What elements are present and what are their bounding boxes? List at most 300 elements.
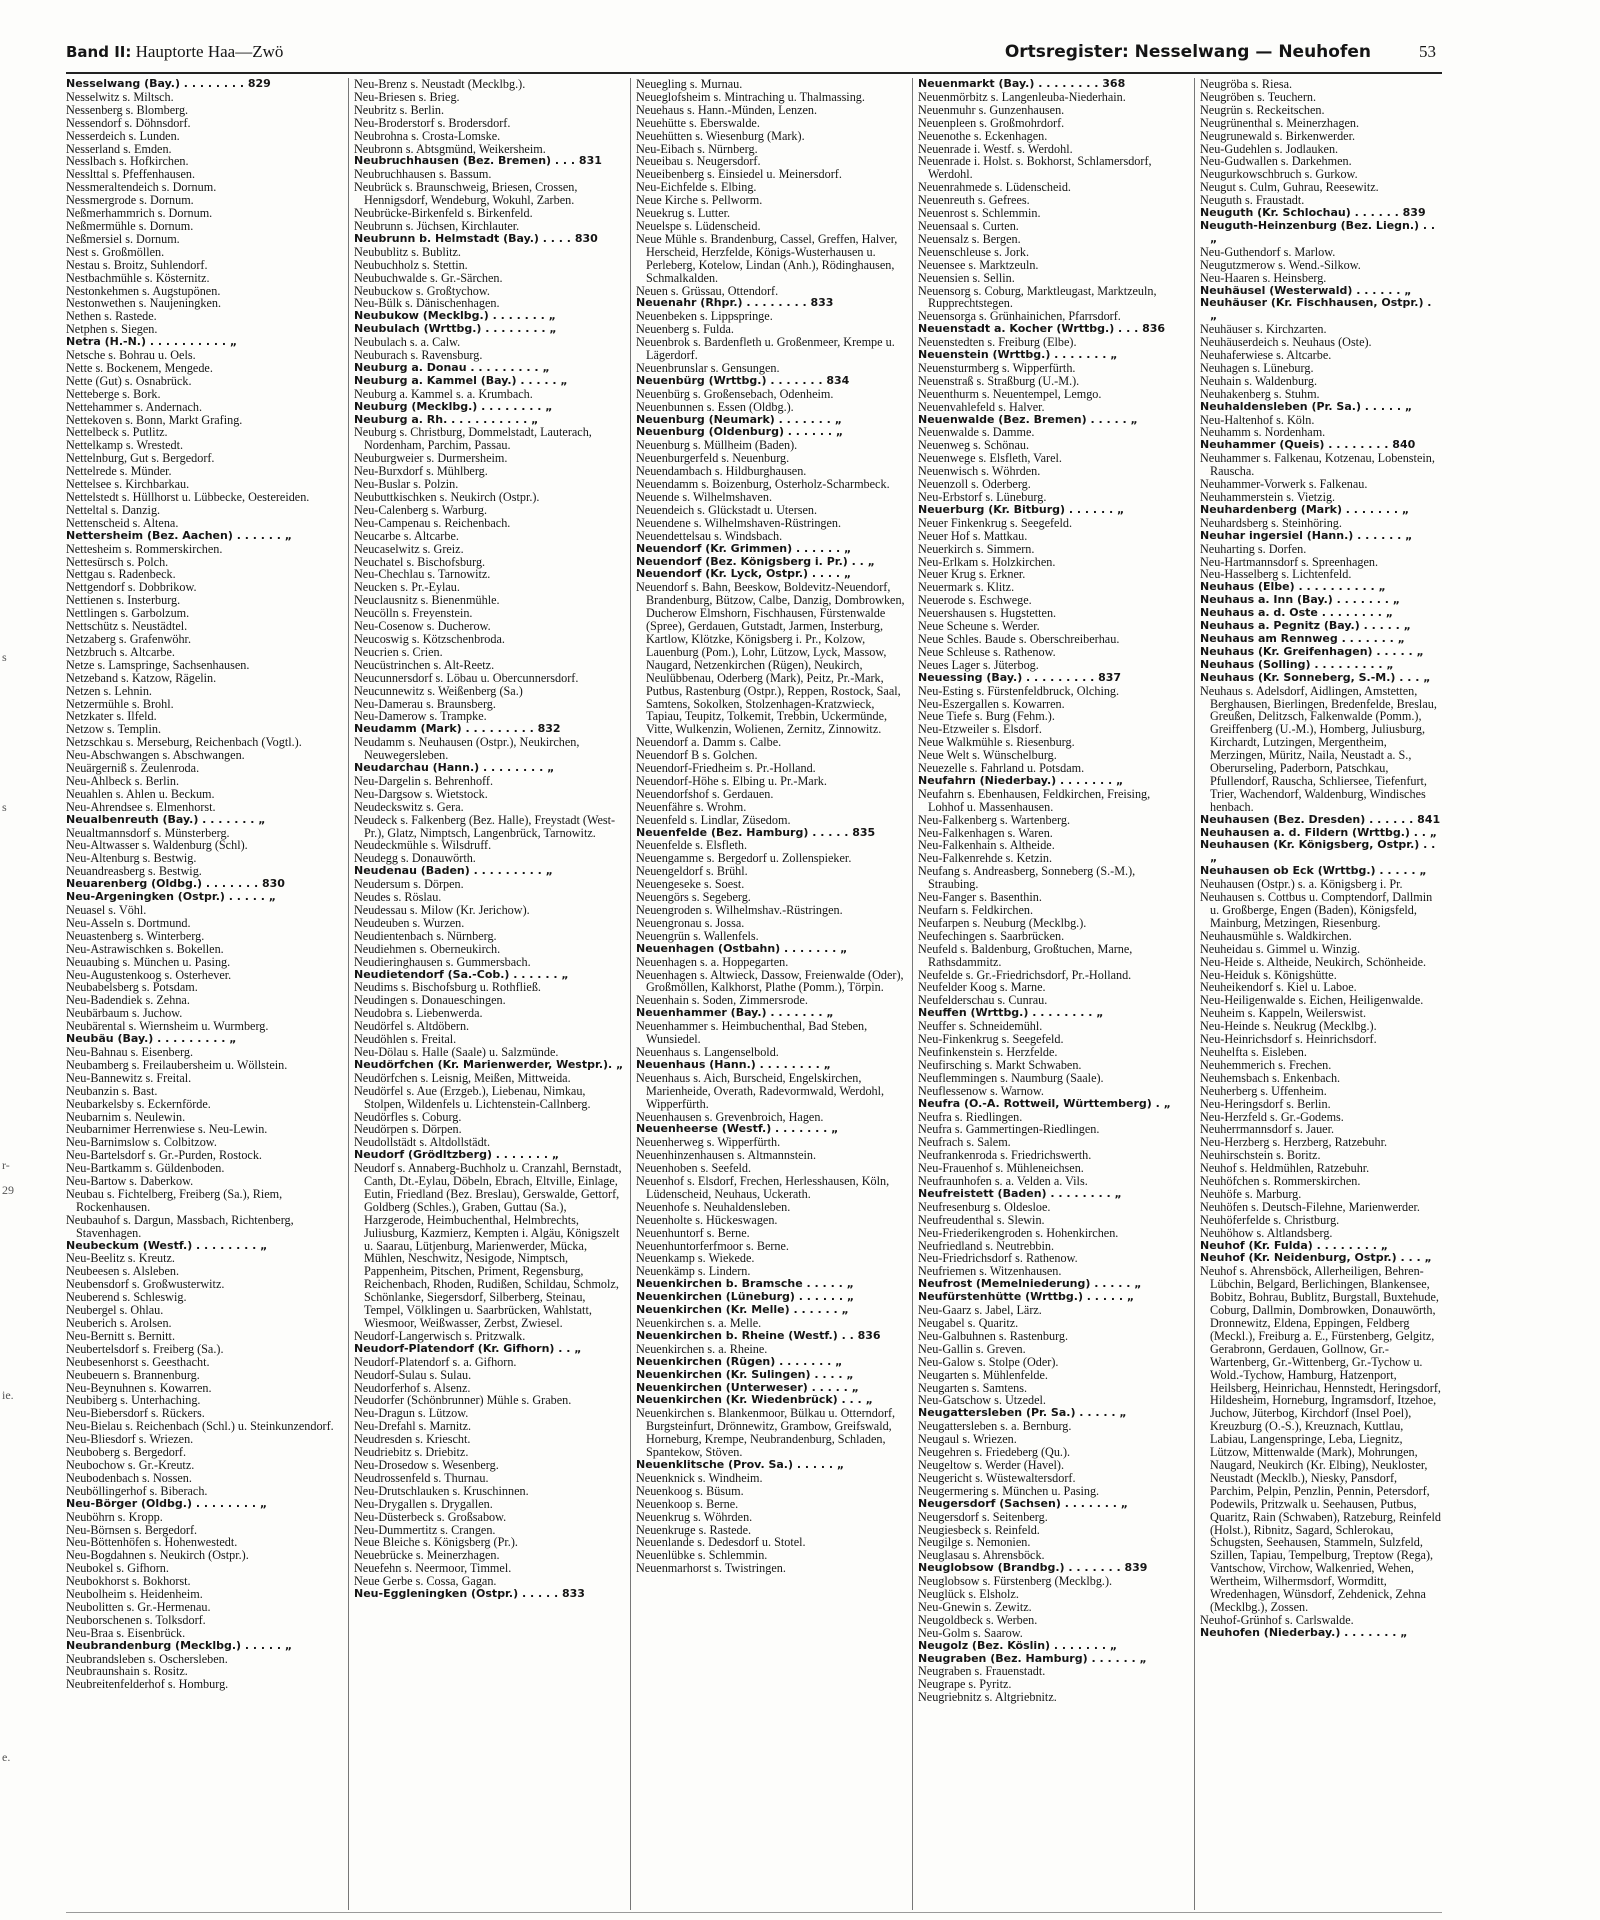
register-entry: Neu-Eibach s. Nürnberg. [636, 141, 758, 156]
register-entry: Nettelrede s. Münder. [66, 464, 172, 479]
register-entry: Nessmeraltendeich s. Dornum. [66, 180, 217, 195]
register-entry: Neucaselwitz s. Greiz. [354, 541, 464, 556]
register-entry: Neu-Heiligenwalde s. Eichen, Heiligenwalde. [1200, 993, 1424, 1008]
register-entry: Neuengörs s. Segeberg. [636, 890, 751, 905]
register-entry-main: Neuenkirchen (Kr. Sulingen) . . . . „ [636, 1367, 854, 1381]
register-entry: Neudobra s. Liebenwerda. [354, 1006, 483, 1021]
register-entry: Neuenrade i. Holst. s. Bokhorst, Schlamersdorf, Werdohl. [918, 154, 1152, 182]
register-entry: Neuendorf a. Damm s. Calbe. [636, 735, 782, 750]
register-entry: Neu-Galow s. Stolpe (Oder). [918, 1354, 1059, 1369]
register-entry-main: Neuenstein (Wrttbg.) . . . . . . . „ [918, 348, 1118, 362]
register-entry: Neuchatel s. Bischofsburg. [354, 554, 486, 569]
register-entry: Neuhirschstein s. Boritz. [1200, 1148, 1321, 1163]
register-entry: Neuelspe s. Lüdenscheid. [636, 218, 761, 233]
register-entry: Neuenkrug s. Wöhrden. [636, 1509, 753, 1524]
register-entry: Neuer Hof s. Mattkau. [918, 528, 1028, 543]
register-entry: Neu-Gatschow s. Utzedel. [918, 1393, 1046, 1408]
register-entry: Nestau s. Broitz, Suhlendorf. [66, 257, 208, 272]
register-entry: Neuhemsbach s. Enkenbach. [1200, 1070, 1341, 1085]
register-entry: Neugarten s. Samtens. [918, 1380, 1027, 1395]
register-entry: Neuflemmingen s. Naumburg (Saale). [918, 1070, 1104, 1085]
register-entry: Neubokel s. Gifhorn. [66, 1561, 169, 1576]
register-entry: Neu-Bahnau s. Eisenberg. [66, 1044, 194, 1059]
register-entry: Neubulach s. a. Calw. [354, 335, 461, 350]
register-entry: Neuenkoog s. Büsum. [636, 1483, 744, 1498]
register-entry-main: Neuhof (Kr. Fulda) . . . . . . . . „ [1200, 1238, 1388, 1252]
register-entry: Neuenbunnen s. Essen (Oldbg.). [636, 399, 794, 414]
register-entry: Neuhöfen s. Deutsch-Filehne, Marienwerder. [1200, 1199, 1420, 1214]
register-entry: Neue Welt s. Wünschelburg. [918, 748, 1057, 763]
register-entry-main: Neubukow (Mecklbg.) . . . . . . . „ [354, 309, 556, 323]
column-divider [912, 78, 913, 1910]
register-entry-main: Neuhofen (Niederbay.) . . . . . . . „ [1200, 1625, 1408, 1639]
register-entry: Neugericht s. Wüstewaltersdorf. [918, 1470, 1076, 1485]
register-entry: Neuenrahmede s. Lüdenscheid. [918, 180, 1071, 195]
register-entry: Neuenhinzenhausen s. Altmannstein. [636, 1148, 817, 1163]
register-entry: Neuandreasberg s. Bestwig. [66, 864, 202, 879]
register-entry: Neuenthurm s. Neuentempel, Lemgo. [918, 386, 1102, 401]
register-entry: Neuhof s. Heldmühlen, Ratzebuhr. [1200, 1161, 1370, 1176]
register-entry: Neu-Bartow s. Daberkow. [66, 1174, 194, 1189]
register-entry: Neu-Bernitt s. Bernitt. [66, 1328, 175, 1343]
register-entry: Neuegling s. Murnau. [636, 78, 743, 91]
register-entry: Neufirsching s. Markt Schwaben. [918, 1057, 1082, 1072]
register-entry-main: Neuburg a. Kammel (Bay.) . . . . . „ [354, 373, 568, 387]
register-entry: Neuastenberg s. Winterberg. [66, 928, 205, 943]
register-entry: Neu-Erlkam s. Holzkirchen. [918, 554, 1056, 569]
register-entry: Neugröba s. Riesa. [1200, 78, 1293, 91]
register-entry: Neuhausen s. Cottbus u. Comptendorf, Dallmin u. Großberge, Engen (Baden), Königsfeld, Mainburg, Metzingen, Riesenburg. [1200, 890, 1433, 930]
register-entry: Neuenwalde s. Damme. [918, 425, 1035, 440]
register-entry: Neu-Esting s. Fürstenfeldbruck, Olching. [918, 683, 1120, 698]
register-entry: Neue Schleuse s. Rathenow. [918, 644, 1056, 659]
register-entry: Neu-Bülk s. Dänischenhagen. [354, 296, 500, 311]
register-entry: Neuhäuserdeich s. Neuhaus (Oste). [1200, 335, 1372, 350]
register-entry: Neubronn s. Abtsgmünd, Weikersheim. [354, 141, 546, 156]
register-entry: Neubertelsdorf s. Freiberg (Sa.). [66, 1341, 224, 1356]
register-entry: Neudorferhof s. Alsenz. [354, 1380, 471, 1395]
register-entry: Neueibenberg s. Einsiedel u. Meinersdorf. [636, 167, 842, 182]
register-entry: Neuenhofe s. Neuhaldensleben. [636, 1199, 791, 1214]
register-entry: Neugiesbeck s. Reinfeld. [918, 1522, 1040, 1537]
register-entry: Netteberge s. Bork. [66, 386, 161, 401]
register-entry: Neualtmannsdorf s. Münsterberg. [66, 825, 230, 840]
register-entry: Neuglasau s. Ahrensböck. [918, 1548, 1045, 1563]
register-entry: Neuheikendorf s. Kiel u. Laboe. [1200, 980, 1357, 995]
register-entry: Netzeband s. Katzow, Rägelin. [66, 670, 217, 685]
register-entry: Neubrücke-Birkenfeld s. Birkenfeld. [354, 206, 533, 221]
register-entry-main: Neuffen (Wrttbg.) . . . . . . . . „ [918, 1006, 1104, 1020]
register-entry: Neubrunn s. Jüchsen, Kirchlauter. [354, 218, 520, 233]
register-entry: Neßmermühle s. Dornum. [66, 218, 194, 233]
register-entry: Nettelnburg, Gut s. Bergedorf. [66, 451, 215, 466]
register-entry: Neudeuben s. Wurzen. [354, 915, 465, 930]
register-entry: Neu-Augustenkoog s. Osterhever. [66, 967, 232, 982]
register-entry: Neuenhaus s. Langenselbold. [636, 1044, 779, 1059]
register-entry: Netze s. Lamspringe, Sachsenhausen. [66, 657, 250, 672]
register-entry: Neu-Friederikengroden s. Hohenkirchen. [918, 1225, 1119, 1240]
register-entry: Neucunnewitz s. Weißenberg (Sa.) [354, 683, 523, 698]
column-divider [1194, 78, 1195, 1910]
register-entry-main: Neu-Eggleningken (Ostpr.) . . . . . 833 [354, 1587, 585, 1601]
register-entry: Neuen s. Grüssau, Ottendorf. [636, 283, 779, 298]
register-entry-main: Neubulach (Wrttbg.) . . . . . . . . „ [354, 322, 557, 336]
register-entry: Netzen s. Lehnin. [66, 683, 152, 698]
register-entry: Neubrandsleben s. Oschersleben. [66, 1651, 228, 1666]
register-entry: Neu-Dragun s. Lützow. [354, 1406, 469, 1421]
register-entry: Neuerode s. Eschwege. [918, 593, 1032, 608]
register-entry: Neubabelsberg s. Potsdam. [66, 980, 198, 995]
register-entry: Neuclausnitz s. Bienenmühle. [354, 593, 500, 608]
register-entry: Neubärental s. Wiernsheim u. Wurmberg. [66, 1019, 269, 1034]
register-entry-main: Neuhausen (Kr. Königsberg, Ostpr.) . . „ [1200, 838, 1436, 865]
register-entry: Neucölln s. Freyenstein. [354, 606, 473, 621]
margin-mark: r- [2, 1158, 10, 1172]
register-entry: Neuhöferfelde s. Christburg. [1200, 1212, 1340, 1227]
register-entry: Neudriebitz s. Driebitz. [354, 1445, 469, 1460]
register-entry: Neuenkämp s. Lindern. [636, 1264, 751, 1279]
register-entry: Neu-Ahrendsee s. Elmenhorst. [66, 799, 216, 814]
register-entry: Neuenwisch s. Wöhrden. [918, 464, 1041, 479]
register-entry: Nettgendorf s. Dobbrikow. [66, 580, 197, 595]
register-entry: Neu-Drosedow s. Wesenberg. [354, 1457, 499, 1472]
register-entry: Neuenrost s. Schlemmin. [918, 206, 1041, 221]
register-entry-main: Neufrost (Memelniederung) . . . . . „ [918, 1277, 1142, 1291]
register-entry: Neu-Falkenberg s. Wartenberg. [918, 812, 1070, 827]
register-entry: Nesserdeich s. Lunden. [66, 128, 180, 143]
register-entry: Neubrohna s. Crosta-Lomske. [354, 128, 501, 143]
register-entry: Neucoswig s. Kötzschenbroda. [354, 631, 505, 646]
register-entry: Neu-Dummertitz s. Crangen. [354, 1522, 496, 1537]
register-entry: Neuboberg s. Bergedorf. [66, 1445, 187, 1460]
register-entry: Netteltal s. Danzig. [66, 502, 161, 517]
register-entry: Neucken s. Pr.-Eylau. [354, 580, 460, 595]
register-entry-main: Neuenahr (Rhpr.) . . . . . . . . 833 [636, 296, 834, 310]
register-entry: Neufeld s. Baldenburg, Großtuchen, Marne, Rathsdammitz. [918, 941, 1133, 969]
register-entry: Neu-Damerow s. Trampke. [354, 709, 487, 724]
register-entry: Neuglück s. Elsholz. [918, 1587, 1019, 1602]
register-entry-main: Neu-Börger (Oldbg.) . . . . . . . . „ [66, 1496, 268, 1510]
register-entry-main: Neuhausen a. d. Fildern (Wrttbg.) . . „ [1200, 825, 1437, 839]
register-entry: Neufinkenstein s. Herzfelde. [918, 1044, 1058, 1059]
register-entry: Neu-Galbuhnen s. Rastenburg. [918, 1328, 1069, 1343]
register-entry: Neuenrade i. Westf. s. Werdohl. [918, 141, 1073, 156]
register-entry: Neudorfer (Schönbrunner) Mühle s. Graben. [354, 1393, 572, 1408]
register-entry: Neuengroden s. Wilhelmshav.-Rüstringen. [636, 903, 843, 917]
register-entry: Neuhelfta s. Eisleben. [1200, 1044, 1307, 1059]
register-entry: Neu-Hasselberg s. Lichtenfeld. [1200, 567, 1352, 582]
register-entry-main: Neudamm (Mark) . . . . . . . . . 832 [354, 722, 561, 736]
register-entry: Neudeckmühle s. Wilsdruff. [354, 838, 492, 853]
register-entry: Neu-Herzfeld s. Gr.-Godems. [1200, 1109, 1344, 1124]
register-entry: Neuenpleen s. Großmohrdorf. [918, 115, 1065, 130]
register-entry: Neugarten s. Mühlenfelde. [918, 1367, 1048, 1382]
register-entry: Neudims s. Bischofsburg u. Rothfließ. [354, 980, 541, 995]
register-entry: Neuendambach s. Hildburghausen. [636, 464, 807, 479]
register-entry: Neubuckow s. Großtychow. [354, 283, 490, 298]
register-entry-main: Neuenkirchen (Kr. Wiedenbrück) . . . „ [636, 1393, 873, 1407]
register-entry: Neuhagen s. Lüneburg. [1200, 360, 1314, 375]
register-entry: Neuberich s. Arolsen. [66, 1316, 172, 1330]
register-entry-main: Neuerburg (Kr. Bitburg) . . . . . . „ [918, 502, 1125, 516]
register-entry: Neuezelle s. Fahrland u. Potsdam. [918, 761, 1085, 776]
register-entry: Neuer Finkenkrug s. Seegefeld. [918, 515, 1072, 530]
register-entry: Neugrape s. Pyritz. [918, 1677, 1012, 1692]
register-entry: Neuberend s. Schleswig. [66, 1290, 187, 1305]
column-2 [354, 78, 624, 1910]
register-entry: Neuenfähre s. Wrohm. [636, 799, 747, 814]
register-entry: Neudegg s. Donauwörth. [354, 851, 476, 866]
register-entry: Neuenkirchen s. a. Melle. [636, 1316, 762, 1330]
margin-mark: ie. [2, 1388, 14, 1402]
register-entry-main: Neuhäusel (Westerwald) . . . . . . „ [1200, 283, 1412, 297]
margin-mark: 29 [2, 1183, 14, 1197]
register-entry: Neßmersiel s. Dornum. [66, 231, 180, 246]
register-entry: Neu-Astrawischken s. Bokellen. [66, 941, 224, 956]
register-entry: Neubarnim s. Neulewin. [66, 1109, 186, 1124]
register-entry: Neuenkoop s. Berne. [636, 1496, 739, 1511]
register-entry: Neue Tiefe s. Burg (Fehm.). [918, 709, 1055, 724]
register-entry-main: Neuenhaus (Hann.) . . . . . . . . „ [636, 1057, 831, 1071]
register-entry: Neuenlande s. Dedesdorf u. Stotel. [636, 1535, 806, 1550]
margin-mark: s [2, 800, 7, 814]
register-entry: Neugattersleben s. a. Bernburg. [918, 1419, 1072, 1434]
register-entry: Neu-Broderstorf s. Brodersdorf. [354, 115, 511, 130]
register-entry: Nesselwitz s. Miltsch. [66, 89, 174, 104]
register-entry: Neuborschenen s. Tolksdorf. [66, 1612, 206, 1627]
register-entry: Neu-Heinde s. Neukrug (Mecklbg.). [1200, 1019, 1377, 1034]
register-entry: Neucunnersdorf s. Löbau u. Obercunnersdorf. [354, 670, 579, 685]
register-entry: Neudorf-Platendorf s. a. Gifhorn. [354, 1354, 517, 1369]
register-entry: Neu-Haltenhof s. Köln. [1200, 412, 1315, 427]
register-entry: Neuensorg s. Coburg, Marktleugast, Marktzeuln, Rupprechtstegen. [918, 283, 1157, 311]
register-entry: Neuensien s. Sellin. [918, 270, 1015, 285]
register-entry: Neu-Gnewin s. Zewitz. [918, 1599, 1032, 1614]
register-entry: Neubärbaum s. Juchow. [66, 1006, 183, 1021]
register-entry: Neu-Heiduk s. Königshütte. [1200, 967, 1337, 982]
register-entry: Neu-Altwasser s. Waldenburg (Schl). [66, 838, 248, 853]
register-entry: Neuherrmannsdorf s. Jauer. [1200, 1122, 1335, 1137]
register-entry: Neu-Haaren s. Heinsberg. [1200, 270, 1327, 285]
register-entry-main: Neuhaus (Solling) . . . . . . . . . „ [1200, 657, 1394, 671]
register-entry: Neuendorf B s. Golchen. [636, 748, 758, 763]
register-entry: Neue Bleiche s. Königsberg (Pr.). [354, 1535, 518, 1550]
register-entry: Neu-Brenz s. Neustadt (Mecklbg.). [354, 78, 526, 91]
register-entry: Netzow s. Templin. [66, 722, 162, 737]
register-entry: Neuburg a. Kammel s. a. Krumbach. [354, 386, 533, 401]
register-entry: Neu-Börnsen s. Bergedorf. [66, 1522, 198, 1537]
register-entry: Neuendettelsau s. Windsbach. [636, 528, 783, 543]
register-entry: Neucrien s. Crien. [354, 644, 443, 659]
register-entry: Neuende s. Wilhelmshaven. [636, 490, 773, 504]
register-entry: Neu-Drutschlauken s. Kruschinnen. [354, 1483, 529, 1498]
header-rule [66, 72, 1442, 74]
register-entry: Neu-Ahlbeck s. Berlin. [66, 773, 180, 788]
register-entry: Neu-Etzweiler s. Elsdorf. [918, 722, 1042, 737]
register-entry: Neufelderschau s. Cunrau. [918, 993, 1048, 1008]
register-entry: Neu-Heide s. Altheide, Neukirch, Schönheide. [1200, 954, 1427, 969]
register-entry: Neuenbeken s. Lippspringe. [636, 309, 773, 324]
register-entry: Nestonwethen s. Naujeningken. [66, 296, 222, 311]
register-entry-main: Neuburg a. Rh. . . . . . . . . . . „ [354, 412, 539, 426]
register-entry: Neuenherweg s. Wipperfürth. [636, 1135, 781, 1150]
register-entry: Neuburgweier s. Durmersheim. [354, 451, 508, 466]
volume-label: Band II: [66, 43, 132, 61]
register-entry: Neufechingen s. Saarbrücken. [918, 928, 1065, 943]
register-entry: Neue Gerbe s. Cossa, Gagan. [354, 1574, 497, 1589]
register-entry: Neudorf-Langerwisch s. Pritzwalk. [354, 1328, 526, 1343]
register-entry: Neu-Herzberg s. Herzberg, Ratzebuhr. [1200, 1135, 1388, 1150]
register-entry-main: Neuendorf (Bez. Königsberg i. Pr.) . . „ [636, 554, 875, 568]
register-entry: Neuehütte s. Eberswalde. [636, 115, 760, 130]
register-entry: Neubarnimer Herrenwiese s. Neu-Lewin. [66, 1122, 268, 1137]
register-entry-main: Neudörfchen (Kr. Marienwerder, Westpr.). „ [354, 1057, 624, 1071]
register-entry: Neu-Cosenow s. Ducherow. [354, 619, 491, 634]
register-entry: Neu-Finkenkrug s. Seegefeld. [918, 1032, 1064, 1047]
register-entry: Neu-Asseln s. Dortmund. [66, 915, 191, 930]
register-entry-main: Neuhausen ob Eck (Wrttbg.) . . . . . „ [1200, 864, 1427, 878]
register-entry-main: Neuenkirchen (Rügen) . . . . . . . „ [636, 1354, 843, 1368]
column-5 [1200, 78, 1442, 1910]
register-entry: Neufriedland s. Neutrebbin. [918, 1238, 1055, 1253]
register-entry: Neuhaferwiese s. Altcarbe. [1200, 348, 1332, 363]
register-entry: Neuffer s. Schneidemühl. [918, 1019, 1043, 1034]
register-entry: Neu-Fanger s. Basenthin. [918, 890, 1042, 905]
register-entry: Neuenbürg s. Großensebach, Odenheim. [636, 386, 834, 401]
register-entry: Neu-Böttenhöfen s. Hohenwestedt. [66, 1535, 238, 1550]
register-entry: Neu-Gaarz s. Jabel, Lärz. [918, 1303, 1042, 1318]
register-entry-main: Nettersheim (Bez. Aachen) . . . . . . „ [66, 528, 292, 542]
register-entry: Nestonkehmen s. Augstupönen. [66, 283, 221, 298]
register-entry: Neufra s. Gammertingen-Riedlingen. [918, 1122, 1100, 1137]
register-entry: Neuenhagen s. a. Hoppegarten. [636, 954, 789, 969]
register-entry: Neu-Frauenhof s. Mühleneichsen. [918, 1161, 1084, 1176]
register-entry-main: Neuhaus (Elbe) . . . . . . . . . . „ [1200, 580, 1386, 594]
column-divider [630, 78, 631, 1910]
register-entry: Neudörfel s. Aue (Erzgeb.), Liebenau, Nimkau, Stolpen, Wildenfels u. Lichtenstein-Callnberg. [354, 1083, 591, 1111]
register-entry: Neu-Eichfelde s. Elbing. [636, 180, 757, 195]
register-entry: Neugurkowschbruch s. Gurkow. [1200, 167, 1358, 182]
register-entry-main: Neudenau (Baden) . . . . . . . . . „ [354, 864, 553, 878]
register-entry: Neu-Heringsdorf s. Berlin. [1200, 1096, 1331, 1111]
register-entry: Neuärgerniß s. Zeulenroda. [66, 761, 200, 776]
register-entry-main: Neudorf (Grödltzberg) . . . . . . . „ [354, 1148, 560, 1162]
register-entry: Neugeltow s. Werder (Havel). [918, 1457, 1065, 1472]
register-entry: Neubanzin s. Bast. [66, 1083, 158, 1098]
register-entry: Neubamberg s. Freilaubersheim u. Wöllstein. [66, 1057, 288, 1072]
register-entry: Neuendorf-Höhe s. Elbing u. Pr.-Mark. [636, 773, 827, 788]
register-entry: Neubesenhorst s. Geesthacht. [66, 1354, 210, 1369]
register-entry-main: Neuenkirchen b. Bramsche . . . . . „ [636, 1277, 854, 1291]
register-entry: Neu-Bartelsdorf s. Gr.-Purden, Rostock. [66, 1148, 262, 1163]
register-entry: Neuhöfe s. Marburg. [1200, 1186, 1302, 1201]
register-entry: Neuhof-Grünhof s. Carlswalde. [1200, 1612, 1354, 1627]
register-entry: Neu-Beelitz s. Kreutz. [66, 1251, 175, 1266]
register-entry: Neu-Bielau s. Reichenbach (Schl.) u. Steinkunzendorf. [66, 1419, 334, 1434]
register-entry: Neufrach s. Salem. [918, 1135, 1011, 1150]
register-entry-main: Neuguth-Heinzenburg (Bez. Liegn.) . . „ [1200, 218, 1436, 245]
register-entry: Neuensaal s. Curten. [918, 218, 1019, 233]
register-entry: Neu-Düsterbeck s. Großsabow. [354, 1509, 507, 1524]
register-entry: Neuensalz s. Bergen. [918, 231, 1021, 246]
register-entry: Neuekrug s. Lutter. [636, 206, 731, 221]
register-entry: Nettekoven s. Bonn, Markt Grafing. [66, 412, 243, 427]
register-entry: Neuenhaus s. Aich, Burscheid, Engelskirchen, Marienheide, Overath, Radevormwald, Werdohl, Wipperfürth. [636, 1070, 885, 1111]
register-entry: Neudiehmen s. Oberneukirch. [354, 941, 501, 956]
register-entry: Neuhakenberg s. Stuhm. [1200, 386, 1320, 401]
register-entry-main: Neuguth (Kr. Schlochau) . . . . . . 839 [1200, 206, 1426, 220]
register-entry-main: Neuenkirchen b. Rheine (Westf.) . . 836 [636, 1328, 881, 1342]
register-entry: Neugraben s. Frauenstadt. [918, 1664, 1046, 1679]
register-entry: Neuenhain s. Soden, Zimmersrode. [636, 993, 808, 1008]
register-entry: Neuershausen s. Hugstetten. [918, 606, 1057, 621]
register-entry-main: Neuendorf (Kr. Lyck, Ostpr.) . . . . „ [636, 567, 852, 581]
register-entry: Neuenmuhr s. Gunzenhausen. [918, 102, 1065, 117]
register-entry-main: Neuenstadt a. Kocher (Wrttbg.) . . . 836 [918, 322, 1166, 336]
margin-mark: e. [2, 1750, 11, 1764]
register-entry: Neufreudenthal s. Slewin. [918, 1212, 1045, 1227]
register-entry: Neuenfeld s. Lindlar, Züsedom. [636, 812, 791, 827]
register-entry: Neuenbrunslar s. Gensungen. [636, 360, 780, 375]
register-entry: Neufelde s. Gr.-Friedrichsdorf, Pr.-Holland. [918, 967, 1132, 982]
register-entry-main: Neuhaus (Kr. Greifenhagen) . . . . . „ [1200, 644, 1424, 658]
register-entry: Neuenburgerfeld s. Neuenburg. [636, 451, 790, 466]
register-entry-main: Neuenkirchen (Unterweser) . . . . . „ [636, 1380, 859, 1394]
register-entry: Neufra s. Riedlingen. [918, 1109, 1023, 1124]
register-entry-main: Neubrunn b. Helmstadt (Bay.) . . . . 830 [354, 231, 598, 245]
register-entry: Neßmerhammrich s. Dornum. [66, 206, 213, 221]
register-entry-main: Neuhaus a. d. Oste . . . . . . . . „ [1200, 606, 1394, 620]
register-entry: Nessenberg s. Blomberg. [66, 102, 189, 117]
register-entry: Neubuchwalde s. Gr.-Särchen. [354, 270, 503, 285]
register-entry: Neu-Bliesdorf s. Wriezen. [66, 1432, 194, 1447]
header-right [1005, 42, 1436, 62]
register-entry-main: Neuhardenberg (Mark) . . . . . . . „ [1200, 502, 1410, 516]
register-entry: Neugutzmerow s. Wend.-Silkow. [1200, 257, 1361, 272]
register-entry: Neueglofsheim s. Mintraching u. Thalmassing. [636, 89, 865, 104]
register-entry: Neuenkirchen s. Blankenmoor, Bülkau u. Otterndorf, Burgsteinfurt, Drönnewitz, Grambow, Greifswald, Horneburg, Krempe, Neubrandenburg, Schladen, Spantekow, Stöven. [636, 1406, 896, 1460]
register-entry: Neue Scheune s. Werder. [918, 619, 1040, 634]
running-header [66, 42, 1436, 70]
register-entry-main: Neufahrn (Niederbay.) . . . . . . . „ [918, 773, 1124, 787]
register-entry-main: Neuburg a. Donau . . . . . . . . . „ [354, 360, 550, 374]
register-entry: Neuehaus s. Hann.-Münden, Lenzen. [636, 102, 818, 117]
register-entry-main: Neubruchhausen (Bez. Bremen) . . . 831 [354, 154, 602, 168]
register-entry-main: Neuendorf (Kr. Grimmen) . . . . . . „ [636, 541, 852, 555]
register-entry: Neuenweg s. Schönau. [918, 438, 1030, 453]
register-entry: Neuenfelde s. Elsfleth. [636, 838, 748, 853]
register-entry: Neuhöhow s. Altlandsberg. [1200, 1225, 1333, 1240]
register-entry: Neuburg s. Christburg, Dommelstadt, Lauterach, Nordenham, Parchim, Passau. [354, 425, 592, 453]
register-entry: Neugrün s. Reckeitschen. [1200, 102, 1325, 117]
register-entry: Neudörpen s. Dörpen. [354, 1122, 462, 1137]
register-entry: Neuenstedten s. Freiburg (Elbe). [918, 335, 1077, 350]
register-entry-main: Neuglobsow (Brandbg.) . . . . . . . 839 [918, 1561, 1148, 1575]
register-entry: Neuenhof s. Elsdorf, Frechen, Herlesshausen, Köln, Lüdenscheid, Neuhaus, Uckerath. [636, 1174, 890, 1201]
register-entry-main: Neuhäuser (Kr. Fischhausen, Ostpr.) . „ [1200, 296, 1432, 323]
register-entry: Neugermering s. München u. Pasing. [918, 1483, 1100, 1498]
register-entry-main: Neufra (O.-A. Rottweil, Württemberg) . „ [918, 1096, 1171, 1110]
register-entry: Neubeesen s. Alsleben. [66, 1264, 180, 1279]
register-entry: Neuenburg s. Müllheim (Baden). [636, 438, 798, 453]
register-entry: Neuguth s. Fraustadt. [1200, 193, 1305, 208]
register-entry-main: Neuenkirchen (Kr. Melle) . . . . . . „ [636, 1303, 849, 1317]
register-entry: Neubuttkischken s. Neukirch (Ostpr.). [354, 490, 540, 504]
register-entry: Nettienen s. Insterburg. [66, 593, 181, 608]
register-entry: Neu-Eszergallen s. Kowarren. [918, 696, 1065, 711]
register-entry-main: Neudietendorf (Sa.-Cob.) . . . . . . „ [354, 967, 569, 981]
register-entry: Neuenzoll s. Oderberg. [918, 477, 1031, 492]
